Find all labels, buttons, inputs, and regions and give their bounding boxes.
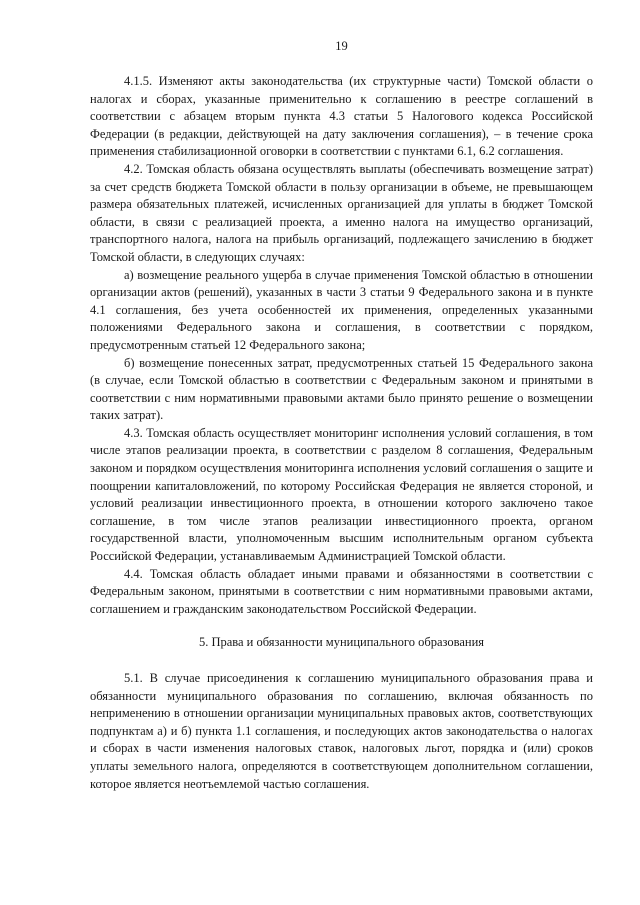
paragraph-4-2-b: б) возмещение понесенных затрат, предусмотренных статьей 15 Федерального закона (в случае, если Томской областью в соответствии с Федеральным законом и принятыми в соответствии с ним нормативными правовыми актами было принято решение о возмещении таких затрат). [90,355,593,423]
paragraph-4-3: 4.3. Томская область осуществляет мониторинг исполнения условий соглашения, в том числе этапов реализации проекта, в соответствии с разделом 8 соглашения, Федеральным законом и порядком осуществления мониторинга исполнения условий соглашения о защите и поощрении капиталовложений, по которому Российская Федерация не является стороной, и условий реализации инвестиционного проекта, в отношении которого заключено такое соглашение, в том числе этапов реализации инвестиционного проекта, органом государственной власти, уполномоченным высшим исполнительным органом субъекта Российской Федерации, устанавливаемым Администрацией Томской области. [90,425,593,564]
paragraph-5-1: 5.1. В случае присоединения к соглашению муниципального образования права и обязанности муниципального образования по соглашению, включая обязанность по неприменению в отношении организации муниципальных правовых актов, соответствующих подпунктам а) и б) пункта 1.1 соглашения, и последующих актов законодательства о налогах и сборах в части изменения налоговых ставок, налоговых льгот, порядка и (или) сроков уплаты земельного налога, определяются в соответствующем дополнительном соглашении, которое является неотъемлемой частью соглашения. [90,671,593,791]
paragraph-4-4: 4.4. Томская область обладает иными правами и обязанностями в соответствии с Федеральным законом, принятыми в соответствии с ним нормативными правовыми актами, соглашением и гражданским законодательством Российской Федерации. [90,566,593,616]
document-page [90,38,593,793]
paragraph-4-2: 4.2. Томская область обязана осуществлять выплаты (обеспечивать возмещение затрат) за счет средств бюджета Томской области в пользу организации в объеме, не превышающем размера обязательных платежей, исчисленных организацией для уплаты в бюджет Томской области, в связи с реализацией проекта, а именно налога на имущество организаций, транспортного налога, налога на прибыль организаций, подлежащего зачислению в бюджет Томской области, в следующих случаях: [90,161,593,264]
section-heading-5: 5. Права и обязанности муниципального образования [198,635,485,650]
paragraph-4-1-5: 4.1.5. Изменяют акты законодательства (их структурные части) Томской области о налогах и сборах, указанные применительно к соглашению в реестре соглашений в соответствии с абзацем вторым пункта 4.3 статьи 5 Налогового кодекса Российской Федерации (в редакции, действующей на дату заключения соглашения), – в течение срока применения стабилизационной оговорки в соответствии с пунктами 6.1, 6.2 соглашения. [90,74,593,159]
paragraph-4-2-a: а) возмещение реального ущерба в случае применения Томской областью в отношении организации актов (решений), указанных в части 3 статьи 9 Федерального закона и в пункте 4.1 соглашения, без учета особенностей их применения, определенных указанными положениями Федерального закона и соглашения, в соответствии с порядком, предусмотренным статьей 12 Федерального закона; [90,267,593,352]
page-number: 19 [335,39,348,53]
